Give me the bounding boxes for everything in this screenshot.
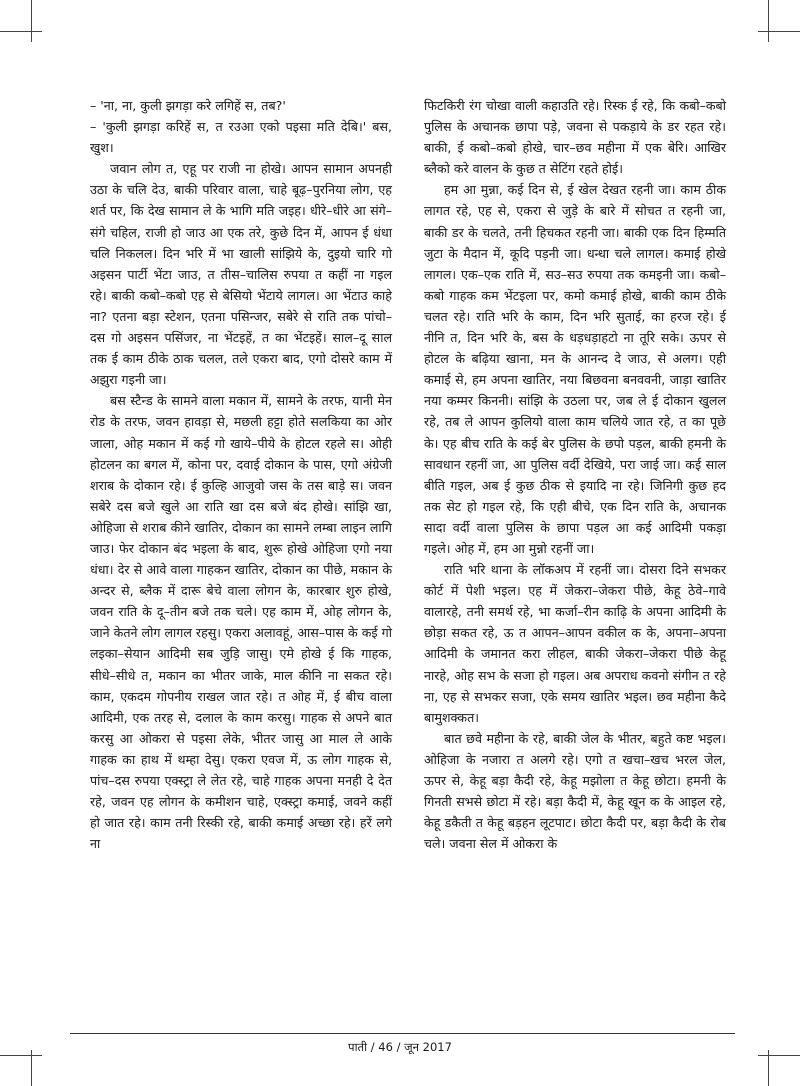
crop-mark-top-right-v: [768, 0, 769, 42]
dialogue-line: – 'कुली झगड़ा करिहें स, त रउआ एको पइसा मति देबि।' बस, खुश।: [90, 119, 392, 156]
paragraph: बस स्टैन्ड के सामने वाला मकान में, सामने के तरफ, यानी मेन रोड के तरफ, जवन हावड़ा से, मछली हट्टा होते सलकिया का ओर जाला, ओह मकान में कई गो खाये–पीये के होटल रहले स। ओही होटलन का बगल में, कोना पर, दवाई दोकान के पास, एगो अंग्रेजी शराब के दोकान रहे। ई कुल्हि आजुवो जस के तस बाड़े स। जवन सबेरे दस बजे खुले आ राति खा दस बजे बंद होखे। सांझि खा, ओहिजा से शराब कीने खातिर, दोकान का सामने लम्बा लाइन लागि जाउ। फेर दोकान बंद भइला के बाद, शुरू होखे ओहिजा एगो नया धंधा। देर से आवे वाला गाहकन खातिर, दोकान का पीछे, मकान के अन्दर से, ब्लैक में दारू बेचे वाला लोगन के, कारबार शुरु होखे, जवन राति के दू–तीन बजे तक चले। एह काम में, ओह लोगन के, जाने केतने लोग लागल रहसु। एकरा अलावहूं, आस–पास के कई गो लइका–सेयान आदिमी सब जुड़ि जासु। एमे होखे ई कि गाहक, सीधे–सीधे त, मकान का भीतर जाके, माल कीनि ना सकत रहे। काम, एकदम गोपनीय राखल जात रहे। त ओह में, ई बीच वाला आदिमी, एक तरह से, दलाल के काम करसु। गाहक से अपने बात करसु आ ओकरा से पइसा लेके, भीतर जासु आ माल ले आके गाहक का हाथ में थम्हा देसु। एकरा एवज में, ऊ लोग गाहक से, पांच–दस रुपया एक्स्ट्रा ले लेत रहे, चाहे गाहक अपना मनही दे देत रहे, जवन एह लोगन के कमीशन चाहे, एक्स्ट्रा कमाई, जवने कहीं हो जात रहे। काम तनी रिस्की रहे, बाकी कमाई अच्छा रहे। हरें लगे ना: [90, 393, 392, 852]
footer-divider: [70, 1033, 735, 1034]
crop-mark-top-left-v: [31, 0, 32, 42]
paragraph: हम आ मुन्ना, कई दिन से, ई खेल देखत रहनी जा। काम ठीक लागत रहे, एह से, एकरा से जुड़े के बारे में सोचत त रहनी जा, बाकी डर के चलते, तनी हिचकत रहनी जा। बाकी एक दिन हिम्मति जुटा के मैदान में, कूदि पड़नी जा। धन्धा चले लागल। कमाई होखे लागल। एक–एक राति में, सउ–सउ रुपया तक कमइनी जा। कबो–कबो गाहक कम भेंटइला पर, कमो कमाई होखे, बाकी काम ठीके चलत रहे। राति भरि के काम, दिन भरि सुताई, का हरज रहे। ई नीनि त, दिन भरि के, बस के धड़धड़ाहटो ना तूरि सके। ऊपर से होटल के बढ़िया खाना, मन के आनन्द दे जाउ, से अलग। एही कमाई से, हम अपना खातिर, नया बिछवना बनववनी, जाड़ा खातिर नया कम्मर किननी। सांझि के उठला पर, जब ले ई दोकान खुलल रहे, तब ले आपन कुलियो वाला काम चलिये जात रहे, त का पूछे के। एह बीच राति के कई बेर पुलिस के छपो पड़ल, बाकी हमनी के सावधान रहनीं जा, आ पुलिस वर्दी देखिये, परा जाई जा। कई साल बीति गइल, अब ई कुछ ठीक से इयादि ना रहे। जिनिगी कुछ हद तक सेट हो गइल रहे, कि एही बीचे, एक दिन राति के, अचानक सादा वर्दी वाला पुलिस के छापा पड़ल आ कई आदिमी पकड़ा गइले। ओह में, हम आ मुन्नो रहनीं जा।: [424, 182, 726, 556]
right-column: [424, 95, 726, 854]
page-body: [90, 95, 726, 1025]
paragraph: बात छवे महीना के रहे, बाकी जेल के भीतर, बहुते कष्ट भइल। ओहिजा के नजारा त अलगे रहे। एगो त खचा–खच भरल जेल, ऊपर से, केहू बड़ा कैदी रहे, केहू मझोला त केहू छोटा। हमनी के गिनती सभसे छोटा में रहे। बड़ा कैदी में, केहू खून क के आइल रहे, केहू डकैती त केहू बड़हन लूटपाट। छोटा कैदी पर, बड़ा कैदी के रोब चले। जवना सेल में ओकरा के: [424, 730, 726, 852]
crop-mark-bottom-left-h: [0, 1055, 42, 1056]
paragraph: राति भरि थाना के लॉकअप में रहनीं जा। दोसरा दिने सभकर कोर्ट में पेशी भइल। एह में जेकरा–जेकरा पीछे, केहू ठेवे–गावे वालारहे, तनी समर्थ रहे, भा कर्जा–रीन काढ़ि के अपना आदिमी के छोड़ा सकत रहे, ऊ त आपन–आपन वकील क के, अपना–अपना आदिमी के जमानत करा लीहल, बाकी जेकरा–जेकरा पीछे केहू नारहे, ओह सभ के सजा हो गइल। अब अपराध कवनो संगीन त रहे ना, एह से सभकर सजा, एके समय खातिर भइल। छव महीना कैदे बामुशक्कत।: [424, 562, 726, 725]
page-footer: पाती / 46 / जून 2017: [348, 1040, 452, 1054]
left-column: [90, 95, 392, 854]
crop-mark-top-left-h: [0, 31, 42, 32]
dialogue-line: – 'ना, ना, कुली झगड़ा करे लगिहें स, तब?': [90, 98, 286, 113]
crop-mark-bottom-right-h: [758, 1055, 800, 1056]
paragraph: फिटकिरी रंग चोखा वाली कहाउति रहे। रिस्क ई रहे, कि कबो–कबो पुलिस के अचानक छापा पड़े, जवना से पकड़ाये के डर रहत रहे। बाकी, ई कबो–कबो होखे, चार–छव महीना में एक बेरि। आखिर ब्लैको करे वालन के कुछ त सेटिंग रहते होई।: [424, 98, 726, 177]
crop-mark-top-right-h: [758, 31, 800, 32]
paragraph: जवान लोग त, एहू पर राजी ना होखे। आपन सामान अपनही उठा के चलि देउ, बाकी परिवार वाला, चाहे बूढ़–पुरनिया लोग, एह शर्त पर, कि देख सामान ले के भागि मति जइह। धीरे–धीरे आ संगे–संगे चहिल, राजी हो जाउ आ एक तरे, कुछे दिन में, आपन ई धंधा चलि निकलल। दिन भरि में भा खाली सांझिये के, दुइयो चारि गो अइसन पार्टी भेंटा जाउ, त तीस–चालिस रुपया त कहीं ना गइल रहे। बाकी कबो–कबो एह से बेसियो भेंटाये लागल। आ भेंटाउ काहे ना? एतना बड़ा स्टेशन, एतना पसिन्जर, सबेरे से राति तक पांचो–दस गो अइसन पसिंजर, ना भेंटइहें, त का भेंटइहें। साल–दू साल तक ई काम ठीके ठाक चलल, तले एकरा बाद, एगो दोसरे काम में अझुरा गइनी जा।: [90, 161, 392, 388]
